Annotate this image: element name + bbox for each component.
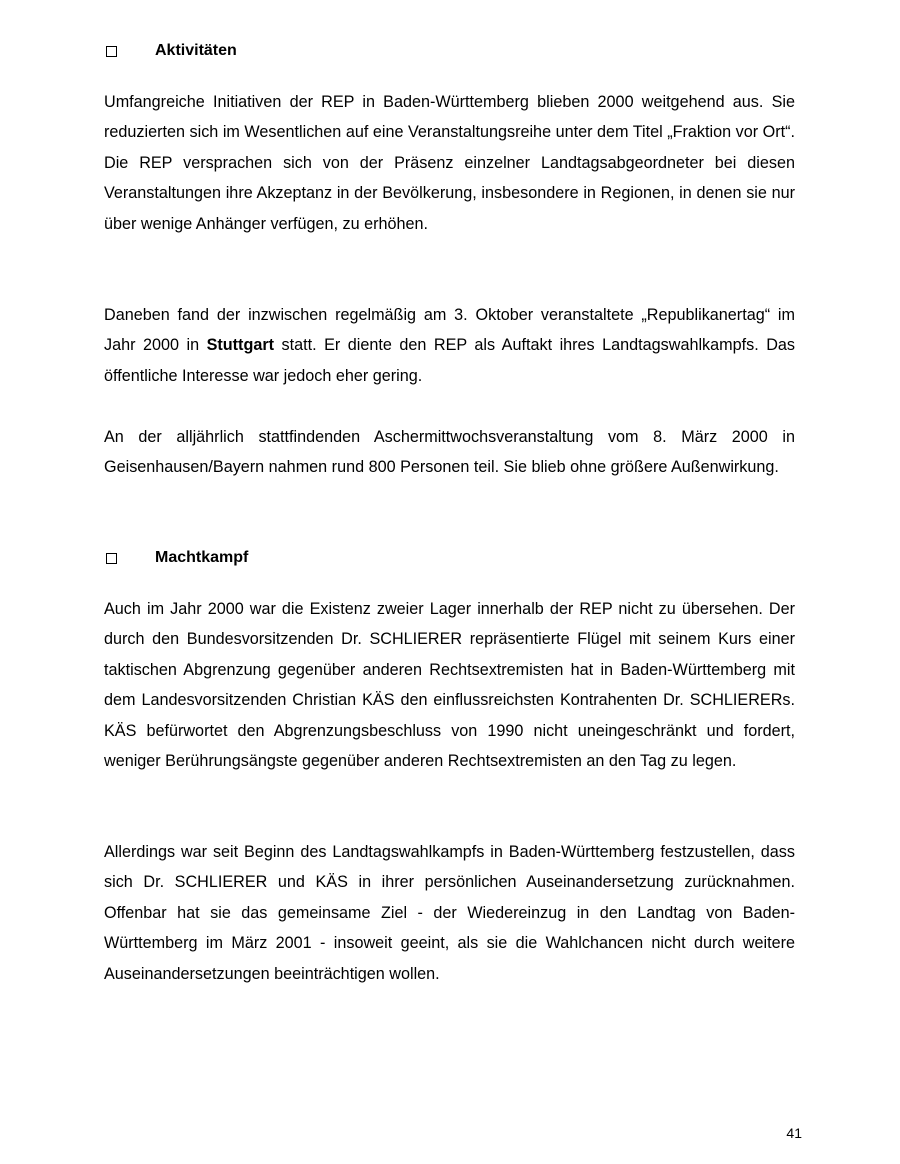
- paragraph-text-after: statt. Er diente den REP als Auftakt ihres Landtagswahlkampfs. Das öffentliche Interesse war jedoch eher gering.: [104, 336, 796, 385]
- checkbox-icon: [106, 46, 117, 57]
- paragraph-two-camps: Auch im Jahr 2000 war die Existenz zweier Lager innerhalb der REP nicht zu übersehen. Der durch den Bundesvorsitzenden Dr. SCHLIERER repräsentierte Flügel mit seinem Kurs einer taktischen Abgrenzung gegenüber anderen Rechtsextremisten hat in Baden-Württemberg mit dem Landesvorsitzenden Christian KÄS den einflussreichsten Kontrahenten Dr. SCHLIERERs. KÄS befürwortet den Abgrenzungsbeschluss von 1990 nicht uneingeschränkt und fordert, weniger Berührungsängste gegenüber anderen Rechtsextremisten an den Tag zu legen.: [104, 600, 795, 771]
- paragraph-initiatives: Umfangreiche Initiativen der REP in Baden-Württemberg blieben 2000 weitgehend aus. Sie reduzierten sich im Wesentlichen auf eine Veranstaltungsreihe unter dem Titel „Fraktion vor Ort“. Die REP versprachen sich von der Präsenz einzelner Landtagsabgeordneter bei diesen Veranstaltungen ihre Akzeptanz in der Bevölkerung, insbesondere in Regionen, in denen sie nur über wenige Anhänger verfügen, zu erhöhen.: [104, 93, 795, 233]
- paragraph-republikanertag: [104, 300, 795, 391]
- section-title: Machtkampf: [155, 549, 249, 566]
- section-heading-machtkampf: [106, 547, 248, 569]
- paragraph-aschermittwoch: An der alljährlich stattfindenden Aschermittwochsveranstaltung vom 8. März 2000 in Geisenhausen/Bayern nahmen rund 800 Personen teil. Sie blieb ohne größere Außenwirkung.: [104, 428, 795, 477]
- page-number: 41: [786, 1125, 802, 1141]
- section-heading-aktivitaeten: [106, 40, 237, 62]
- paragraph-text-before: Daneben fand der inzwischen regelmäßig am 3. Oktober veranstaltete „Republikanertag“ im Jahr 2000 in: [104, 306, 795, 355]
- section-title: Aktivitäten: [155, 42, 237, 59]
- bold-location: Stuttgart: [206, 336, 275, 355]
- checkbox-icon: [106, 553, 117, 564]
- paragraph-election-campaign: Allerdings war seit Beginn des Landtagswahlkampfs in Baden-Württemberg festzustellen, dass sich Dr. SCHLIERER und KÄS in ihrer persönlichen Auseinandersetzung zurücknahmen. Offenbar hat sie das gemeinsame Ziel - der Wiedereinzug in den Landtag von Baden-Württemberg im März 2001 - insoweit geeint, als sie die Wahlchancen nicht durch weitere Auseinandersetzungen beeinträchtigen wollen.: [104, 843, 795, 983]
